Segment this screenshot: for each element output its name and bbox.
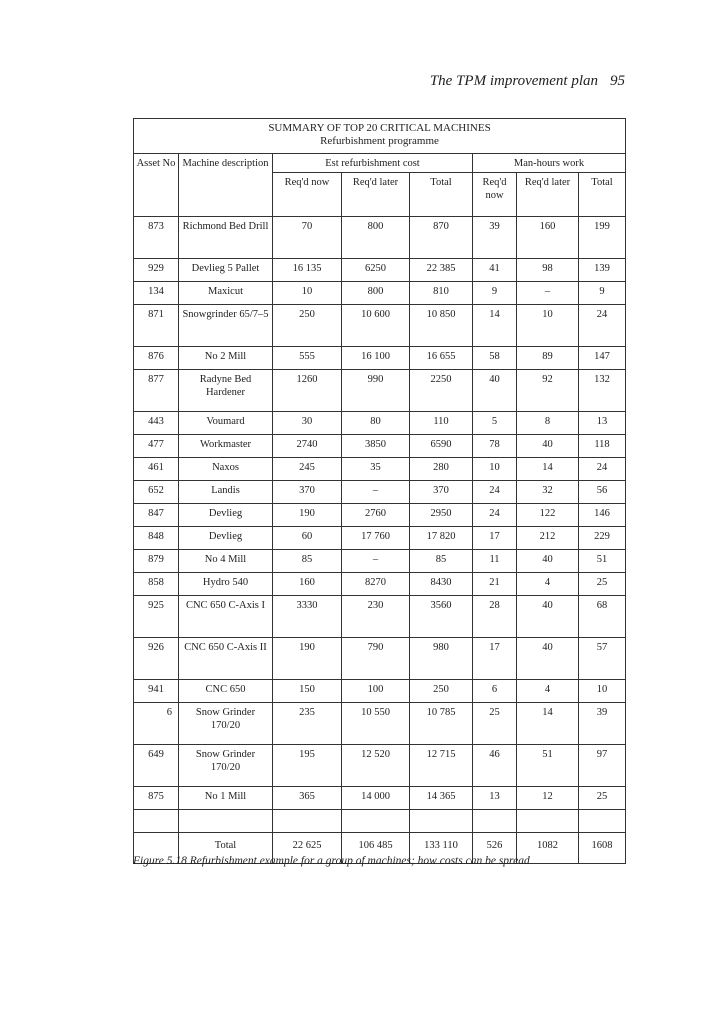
cell-asset: 941 <box>134 680 179 703</box>
cell-machine: Hydro 540 <box>179 573 273 596</box>
cell-cost-total: 85 <box>410 550 473 573</box>
table-row <box>134 680 626 703</box>
header-hours-later: Req'd later <box>517 173 579 217</box>
cell-asset: 875 <box>134 787 179 810</box>
cell-asset: 925 <box>134 596 179 638</box>
cell-cost-later: 8270 <box>342 573 410 596</box>
cell-cost-later: 10 550 <box>342 703 410 745</box>
header-hours-group: Man-hours work <box>473 154 626 173</box>
cell-machine: Voumard <box>179 412 273 435</box>
cell-hours-later: 40 <box>517 550 579 573</box>
cell-hours-now: 39 <box>473 217 517 259</box>
cell-cost-now: 370 <box>273 481 342 504</box>
header-cost-total: Total <box>410 173 473 217</box>
table-row <box>134 596 626 638</box>
cell-machine: Richmond Bed Drill <box>179 217 273 259</box>
cell-asset: 443 <box>134 412 179 435</box>
cell-cost-now: 555 <box>273 347 342 370</box>
cell-cost-later: 80 <box>342 412 410 435</box>
table-title-cell <box>134 119 626 154</box>
cell-asset: 847 <box>134 504 179 527</box>
cell-cost-total: 250 <box>410 680 473 703</box>
cell-machine: Devlieg <box>179 504 273 527</box>
cell-cost-total <box>410 810 473 833</box>
cell-cost-now: 235 <box>273 703 342 745</box>
cell-hours-later: – <box>517 282 579 305</box>
cell-hours-later: 10 <box>517 305 579 347</box>
header-asset: Asset No <box>134 154 179 217</box>
cell-hours-later: 40 <box>517 596 579 638</box>
cell-cost-later: – <box>342 481 410 504</box>
cell-cost-later: 800 <box>342 282 410 305</box>
cell-asset: 649 <box>134 745 179 787</box>
cell-hours-now: 78 <box>473 435 517 458</box>
cell-hours-total: 199 <box>579 217 626 259</box>
cell-hours-later: 4 <box>517 680 579 703</box>
cell-machine: CNC 650 C-Axis I <box>179 596 273 638</box>
cell-cost-now: 245 <box>273 458 342 481</box>
cell-machine: No 1 Mill <box>179 787 273 810</box>
cell-cost-now <box>273 810 342 833</box>
cell-hours-now: 9 <box>473 282 517 305</box>
cell-cost-total: 10 785 <box>410 703 473 745</box>
cell-cost-later: 12 520 <box>342 745 410 787</box>
table-row <box>134 259 626 282</box>
cell-machine: Snowgrinder 65/7–5 <box>179 305 273 347</box>
total-machine: Total <box>179 833 273 864</box>
cell-machine: Devlieg 5 Pallet <box>179 259 273 282</box>
cell-hours-now: 21 <box>473 573 517 596</box>
cell-hours-now: 5 <box>473 412 517 435</box>
cell-hours-total: 24 <box>579 458 626 481</box>
cell-hours-later: 89 <box>517 347 579 370</box>
cell-cost-total: 370 <box>410 481 473 504</box>
cell-cost-now: 70 <box>273 217 342 259</box>
cell-hours-now: 14 <box>473 305 517 347</box>
cell-cost-later <box>342 810 410 833</box>
cell-machine: Devlieg <box>179 527 273 550</box>
cell-cost-total: 280 <box>410 458 473 481</box>
cell-asset <box>134 810 179 833</box>
cell-hours-now <box>473 810 517 833</box>
cell-cost-later: 35 <box>342 458 410 481</box>
cell-hours-total <box>579 810 626 833</box>
cell-cost-later: 990 <box>342 370 410 412</box>
cell-hours-now: 24 <box>473 481 517 504</box>
cell-hours-later: 12 <box>517 787 579 810</box>
table-row <box>134 550 626 573</box>
table-row <box>134 527 626 550</box>
cell-cost-now: 16 135 <box>273 259 342 282</box>
cell-cost-later: 16 100 <box>342 347 410 370</box>
cell-machine: CNC 650 C-Axis II <box>179 638 273 680</box>
cell-cost-total: 8430 <box>410 573 473 596</box>
cell-hours-later: 98 <box>517 259 579 282</box>
cell-hours-now: 28 <box>473 596 517 638</box>
cell-hours-now: 41 <box>473 259 517 282</box>
cell-cost-later: 3850 <box>342 435 410 458</box>
cell-cost-now: 195 <box>273 745 342 787</box>
cell-cost-later: 14 000 <box>342 787 410 810</box>
cell-asset: 6 <box>134 703 179 745</box>
cell-hours-later: 32 <box>517 481 579 504</box>
cell-hours-later: 14 <box>517 703 579 745</box>
cell-hours-total: 97 <box>579 745 626 787</box>
cell-cost-total: 870 <box>410 217 473 259</box>
cell-hours-later: 51 <box>517 745 579 787</box>
total-hours-total: 1608 <box>579 833 626 864</box>
critical-machines-table <box>133 118 626 864</box>
cell-hours-total: 24 <box>579 305 626 347</box>
cell-cost-now: 10 <box>273 282 342 305</box>
running-head-title: The TPM improvement plan <box>429 73 598 89</box>
total-cost-later: 106 485 <box>342 833 410 864</box>
table-row <box>134 412 626 435</box>
cell-cost-total: 6590 <box>410 435 473 458</box>
cell-asset: 929 <box>134 259 179 282</box>
cell-hours-total: 229 <box>579 527 626 550</box>
header-cost-group: Est refurbishment cost <box>273 154 473 173</box>
cell-hours-total: 25 <box>579 787 626 810</box>
cell-cost-later: 10 600 <box>342 305 410 347</box>
table-row <box>134 787 626 810</box>
running-head <box>430 73 625 90</box>
header-hours-now: Req'd now <box>473 173 517 217</box>
cell-cost-total: 17 820 <box>410 527 473 550</box>
cell-machine: Naxos <box>179 458 273 481</box>
cell-cost-later: 100 <box>342 680 410 703</box>
cell-hours-now: 17 <box>473 638 517 680</box>
cell-cost-total: 12 715 <box>410 745 473 787</box>
table-row <box>134 810 626 833</box>
cell-hours-total: 118 <box>579 435 626 458</box>
cell-cost-total: 16 655 <box>410 347 473 370</box>
cell-machine: Snow Grinder 170/20 <box>179 745 273 787</box>
cell-asset: 848 <box>134 527 179 550</box>
cell-hours-total: 68 <box>579 596 626 638</box>
header-hours-total: Total <box>579 173 626 217</box>
table-row <box>134 481 626 504</box>
cell-machine: Landis <box>179 481 273 504</box>
cell-cost-total: 3560 <box>410 596 473 638</box>
cell-cost-now: 190 <box>273 504 342 527</box>
table-row <box>134 745 626 787</box>
total-cost-now: 22 625 <box>273 833 342 864</box>
cell-cost-now: 85 <box>273 550 342 573</box>
cell-hours-total: 10 <box>579 680 626 703</box>
cell-asset: 879 <box>134 550 179 573</box>
cell-hours-now: 6 <box>473 680 517 703</box>
table-row <box>134 573 626 596</box>
cell-hours-total: 147 <box>579 347 626 370</box>
cell-hours-total: 139 <box>579 259 626 282</box>
cell-asset: 477 <box>134 435 179 458</box>
cell-asset: 877 <box>134 370 179 412</box>
table-row <box>134 217 626 259</box>
cell-hours-now: 25 <box>473 703 517 745</box>
table-row <box>134 703 626 745</box>
cell-hours-total: 56 <box>579 481 626 504</box>
cell-hours-now: 40 <box>473 370 517 412</box>
cell-cost-later: 230 <box>342 596 410 638</box>
cell-asset: 871 <box>134 305 179 347</box>
cell-hours-total: 51 <box>579 550 626 573</box>
table-row <box>134 458 626 481</box>
cell-hours-later <box>517 810 579 833</box>
cell-machine: No 4 Mill <box>179 550 273 573</box>
table-row <box>134 305 626 347</box>
cell-asset: 652 <box>134 481 179 504</box>
cell-cost-later: 800 <box>342 217 410 259</box>
cell-hours-now: 58 <box>473 347 517 370</box>
cell-asset: 461 <box>134 458 179 481</box>
cell-hours-later: 40 <box>517 435 579 458</box>
cell-hours-now: 24 <box>473 504 517 527</box>
cell-cost-total: 22 385 <box>410 259 473 282</box>
cell-cost-total: 110 <box>410 412 473 435</box>
cell-hours-now: 11 <box>473 550 517 573</box>
page-number: 95 <box>610 73 625 89</box>
table-row <box>134 435 626 458</box>
cell-cost-now: 190 <box>273 638 342 680</box>
cell-cost-total: 2250 <box>410 370 473 412</box>
cell-hours-now: 17 <box>473 527 517 550</box>
cell-cost-later: 17 760 <box>342 527 410 550</box>
cell-hours-now: 13 <box>473 787 517 810</box>
cell-hours-later: 8 <box>517 412 579 435</box>
cell-hours-total: 146 <box>579 504 626 527</box>
cell-cost-now: 60 <box>273 527 342 550</box>
table-subtitle: Refurbishment programme <box>320 135 439 147</box>
table-row <box>134 370 626 412</box>
cell-cost-now: 30 <box>273 412 342 435</box>
cell-machine <box>179 810 273 833</box>
cell-hours-now: 10 <box>473 458 517 481</box>
figure-caption: Figure 5.18 Refurbishment example for a group of machines; how costs can be spread <box>133 855 530 867</box>
cell-asset: 926 <box>134 638 179 680</box>
cell-cost-total: 10 850 <box>410 305 473 347</box>
cell-hours-total: 25 <box>579 573 626 596</box>
table-row <box>134 282 626 305</box>
table-row <box>134 504 626 527</box>
cell-hours-later: 160 <box>517 217 579 259</box>
cell-hours-later: 14 <box>517 458 579 481</box>
cell-cost-later: 2760 <box>342 504 410 527</box>
cell-cost-now: 160 <box>273 573 342 596</box>
cell-cost-now: 150 <box>273 680 342 703</box>
cell-hours-later: 40 <box>517 638 579 680</box>
cell-cost-later: 6250 <box>342 259 410 282</box>
cell-asset: 134 <box>134 282 179 305</box>
cell-asset: 876 <box>134 347 179 370</box>
cell-asset: 873 <box>134 217 179 259</box>
cell-machine: Workmaster <box>179 435 273 458</box>
cell-cost-now: 3330 <box>273 596 342 638</box>
cell-hours-now: 46 <box>473 745 517 787</box>
table-row <box>134 638 626 680</box>
cell-hours-later: 212 <box>517 527 579 550</box>
cell-machine: Snow Grinder 170/20 <box>179 703 273 745</box>
table-title: SUMMARY OF TOP 20 CRITICAL MACHINES <box>268 122 491 134</box>
header-machine: Machine description <box>179 154 273 217</box>
cell-cost-total: 980 <box>410 638 473 680</box>
header-cost-now: Req'd now <box>273 173 342 217</box>
cell-cost-total: 810 <box>410 282 473 305</box>
cell-cost-now: 365 <box>273 787 342 810</box>
cell-hours-total: 57 <box>579 638 626 680</box>
cell-cost-now: 2740 <box>273 435 342 458</box>
cell-asset: 858 <box>134 573 179 596</box>
cell-hours-total: 39 <box>579 703 626 745</box>
cell-machine: Radyne Bed Hardener <box>179 370 273 412</box>
total-cost-total: 133 110 <box>410 833 473 864</box>
cell-hours-total: 132 <box>579 370 626 412</box>
cell-hours-total: 9 <box>579 282 626 305</box>
cell-machine: No 2 Mill <box>179 347 273 370</box>
cell-machine: Maxicut <box>179 282 273 305</box>
cell-hours-later: 122 <box>517 504 579 527</box>
cell-machine: CNC 650 <box>179 680 273 703</box>
cell-cost-total: 2950 <box>410 504 473 527</box>
cell-hours-total: 13 <box>579 412 626 435</box>
total-hours-later: 1082 <box>517 833 579 864</box>
table-row <box>134 347 626 370</box>
header-cost-later: Req'd later <box>342 173 410 217</box>
cell-cost-now: 1260 <box>273 370 342 412</box>
total-hours-now: 526 <box>473 833 517 864</box>
cell-hours-later: 4 <box>517 573 579 596</box>
cell-cost-now: 250 <box>273 305 342 347</box>
cell-cost-later: 790 <box>342 638 410 680</box>
cell-cost-total: 14 365 <box>410 787 473 810</box>
cell-hours-later: 92 <box>517 370 579 412</box>
cell-cost-later: – <box>342 550 410 573</box>
